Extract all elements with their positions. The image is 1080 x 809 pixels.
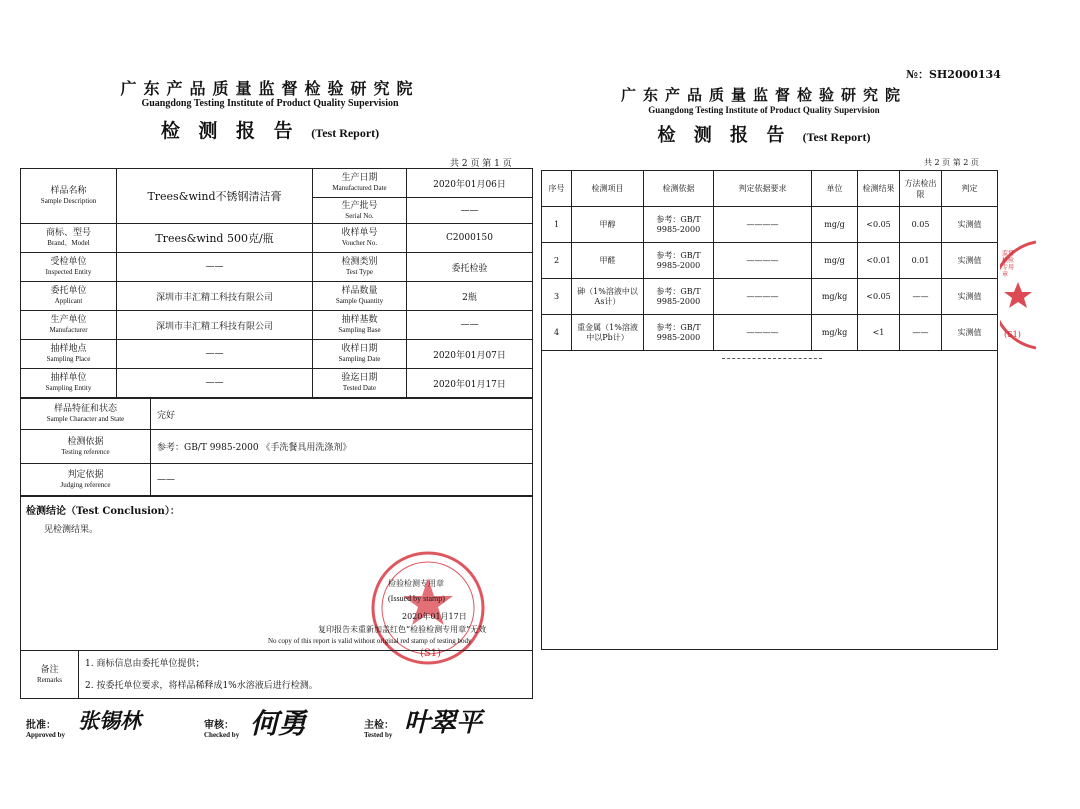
report-title-2	[594, 121, 934, 147]
value-sampling-entity: ——	[117, 369, 313, 398]
value-judging-ref: ——	[151, 464, 533, 496]
cell-item: 砷（1%溶液中以As计）	[572, 279, 644, 315]
table-row	[542, 279, 998, 315]
reference-table	[20, 398, 533, 496]
label-judging-ref: 判定依据 Judging reference	[21, 464, 151, 496]
cell-req: ————	[714, 207, 812, 243]
stamp-date: 2020年01月17日	[402, 612, 467, 621]
cell-unit: mg/kg	[812, 315, 858, 351]
page-indicator-2: 共 2 页 第 2 页	[924, 158, 979, 167]
cell-result: <0.01	[858, 243, 900, 279]
checked-label: 审核： Checked by	[204, 720, 240, 739]
cell-unit: mg/kg	[812, 279, 858, 315]
results-table	[541, 170, 998, 351]
cell-unit: mg/g	[812, 207, 858, 243]
col-limit: 方法检出限	[900, 171, 942, 207]
value-applicant: 深圳市丰汇精工科技有限公司	[117, 282, 313, 311]
end-divider	[722, 358, 822, 359]
cell-item: 甲醛	[572, 243, 644, 279]
value-sampling-place: ——	[117, 340, 313, 369]
value-test-type: 委托检验	[407, 253, 533, 282]
cell-result: <0.05	[858, 207, 900, 243]
table-row	[542, 315, 998, 351]
cell-judge: 实测值	[942, 315, 998, 351]
label-sampling-base: 抽样基数 Sampling Base	[313, 311, 407, 340]
copy-note-en: No copy of this report is valid without original red stamp of testing body	[268, 637, 472, 645]
cell-item: 重金属（1%溶液中以Pb计）	[572, 315, 644, 351]
value-serial: ——	[407, 198, 533, 224]
page-indicator: 共 2 页 第 1 页	[450, 159, 512, 169]
cell-req: ————	[714, 279, 812, 315]
cell-basis: 参考：GB/T 9985-2000	[644, 279, 714, 315]
table-row	[542, 243, 998, 279]
cell-judge: 实测值	[942, 207, 998, 243]
cell-limit: 0.01	[900, 243, 942, 279]
checked-signature: 何勇	[250, 707, 307, 740]
approved-label: 批准： Approved by	[26, 720, 65, 739]
cell-limit: ——	[900, 315, 942, 351]
report-title-cn: 检 测 报 告	[160, 120, 299, 142]
edge-stamp-code: (S1)	[1004, 330, 1021, 339]
conclusion-text: 见检测结果。	[44, 525, 99, 535]
remarks-content	[79, 651, 533, 699]
report-title	[100, 116, 440, 143]
col-unit: 单位	[812, 171, 858, 207]
cell-no: 4	[542, 315, 572, 351]
remarks-table	[20, 650, 533, 699]
label-remarks: 备注 Remarks	[21, 651, 79, 699]
cell-judge: 实测值	[942, 279, 998, 315]
label-mfg-date: 生产日期 Manufactured Date	[313, 169, 407, 198]
label-sample-desc: 样品名称 Sample Description	[21, 169, 117, 224]
institute-name-cn-2: 广东产品质量监督检验研究院	[620, 86, 907, 104]
cell-limit: 0.05	[900, 207, 942, 243]
label-sample-qty: 样品数量 Sample Quantity	[313, 282, 407, 311]
label-inspected: 受检单位 Inspected Entity	[21, 253, 117, 282]
cell-item: 甲醇	[572, 207, 644, 243]
tested-label: 主检： Tested by	[364, 720, 394, 739]
cell-judge: 实测值	[942, 243, 998, 279]
value-mfg-date: 2020年01月06日	[407, 169, 533, 198]
label-brand: 商标、型号 Brand、Model	[21, 224, 117, 253]
label-tested-date: 验迄日期 Tested Date	[313, 369, 407, 398]
tested-signature: 叶翠平	[404, 708, 483, 738]
cell-no: 1	[542, 207, 572, 243]
cell-basis: 参考：GB/T 9985-2000	[644, 243, 714, 279]
cell-result: <0.05	[858, 279, 900, 315]
conclusion-title: 检测结论（Test Conclusion）：	[26, 506, 180, 517]
cell-no: 2	[542, 243, 572, 279]
col-result: 检测结果	[858, 171, 900, 207]
stamp-code: (S1)	[420, 648, 442, 659]
cell-basis: 参考：GB/T 9985-2000	[644, 315, 714, 351]
edge-stamp-text: 监督检验专用章	[1002, 250, 1014, 278]
label-test-type: 检测类别 Test Type	[313, 253, 407, 282]
value-testing-ref: 参考：GB/T 9985-2000 《手洗餐具用洗涤剂》	[151, 430, 533, 464]
institute-name-en-2: Guangdong Testing Institute of Product Quality Supervision	[648, 105, 880, 115]
report-title-en: (Test Report)	[311, 126, 380, 140]
stamp-issued-label: 检验检测专用章	[388, 579, 444, 588]
approved-signature: 张锡林	[78, 708, 141, 733]
label-sampling-place: 抽样地点 Sampling Place	[21, 340, 117, 369]
value-character: 完好	[151, 399, 533, 430]
cell-unit: mg/g	[812, 243, 858, 279]
value-sample-desc: Trees&wind不锈钢清洁膏	[117, 169, 313, 224]
value-sampling-base: ——	[407, 311, 533, 340]
col-judge: 判定	[942, 171, 998, 207]
cell-basis: 参考：GB/T 9985-2000	[644, 207, 714, 243]
cell-limit: ——	[900, 279, 942, 315]
results-page-body	[541, 351, 998, 650]
value-voucher: C2000150	[407, 224, 533, 253]
copy-note-cn: 复印报告未重新加盖红色“检验检测专用章”无效	[318, 625, 487, 634]
remark-2: 2. 按委托单位要求，将样品稀释成1%水溶液后进行检测。	[85, 680, 318, 691]
label-applicant: 委托单位 Applicant	[21, 282, 117, 311]
cell-req: ————	[714, 243, 812, 279]
col-item: 检测项目	[572, 171, 644, 207]
cell-result: <1	[858, 315, 900, 351]
col-basis: 检测依据	[644, 171, 714, 207]
stamp-issued-en: (Issued by stamp)	[388, 594, 445, 603]
report-number: №：SH2000134	[906, 68, 1001, 81]
value-inspected: ——	[117, 253, 313, 282]
value-tested-date: 2020年01月17日	[407, 369, 533, 398]
sample-info-table	[20, 168, 533, 398]
label-sampling-entity: 抽样单位 Sampling Entity	[21, 369, 117, 398]
col-req: 判定依据要求	[714, 171, 812, 207]
cell-req: ————	[714, 315, 812, 351]
label-receive-date: 收样日期 Sampling Date	[313, 340, 407, 369]
label-testing-ref: 检测依据 Testing reference	[21, 430, 151, 464]
cell-no: 3	[542, 279, 572, 315]
table-row	[542, 207, 998, 243]
label-manufacturer: 生产单位 Manufacturer	[21, 311, 117, 340]
label-serial: 生产批号 Serial No.	[313, 198, 407, 224]
report-title-en-2: (Test Report)	[802, 130, 871, 144]
value-brand: Trees&wind 500克/瓶	[117, 224, 313, 253]
remark-1: 1. 商标信息由委托单位提供；	[85, 658, 205, 669]
col-no: 序号	[542, 171, 572, 207]
value-receive-date: 2020年01月07日	[407, 340, 533, 369]
report-title-cn-2: 检 测 报 告	[657, 125, 791, 146]
value-sample-qty: 2瓶	[407, 282, 533, 311]
label-voucher: 收样单号 Voucher No.	[313, 224, 407, 253]
label-character: 样品特征和状态 Sample Character and State	[21, 399, 151, 430]
results-header-row	[542, 171, 998, 207]
value-manufacturer: 深圳市丰汇精工科技有限公司	[117, 311, 313, 340]
institute-name-cn: 广东产品质量监督检验研究院	[120, 79, 420, 98]
institute-name-en: Guangdong Testing Institute of Product Quality Supervision	[141, 98, 399, 109]
